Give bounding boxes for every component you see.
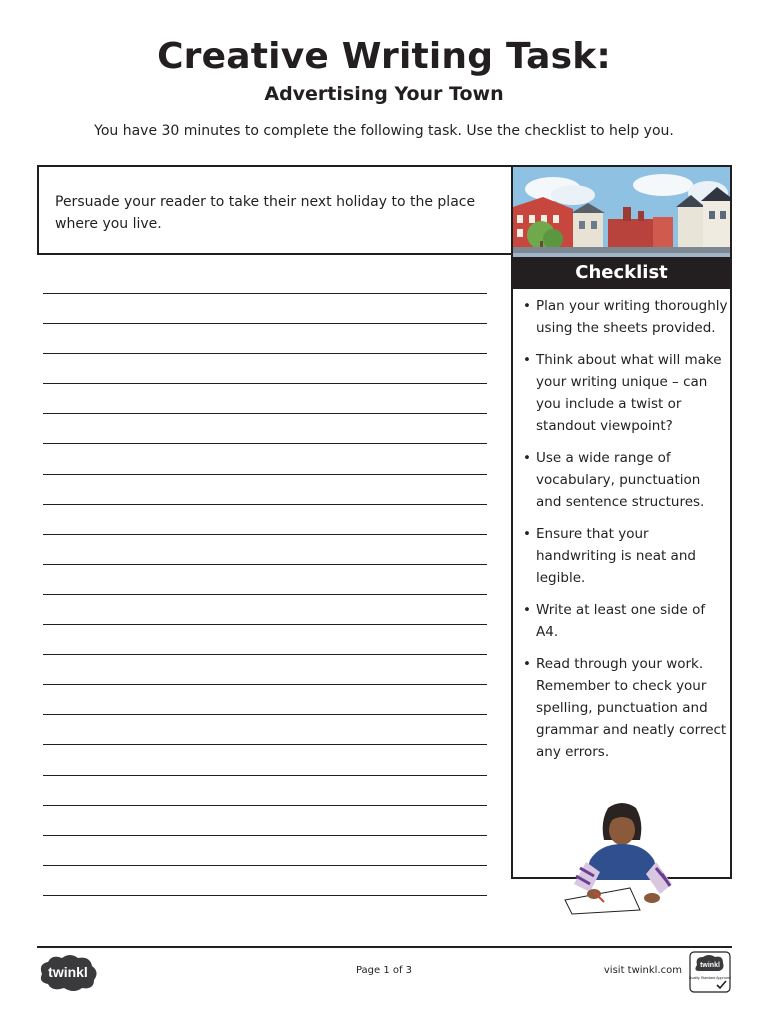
- writing-line[interactable]: [43, 293, 487, 323]
- writing-line[interactable]: [43, 323, 487, 353]
- checklist-item: • Use a wide range of vocabulary, punctuation and sentence structures.: [519, 447, 729, 513]
- footer-divider: [37, 946, 732, 948]
- writing-line[interactable]: [43, 805, 487, 835]
- page-number: Page 1 of 3: [355, 965, 413, 976]
- girl-writing-illustration: [560, 800, 685, 920]
- writing-line[interactable]: [43, 654, 487, 684]
- checklist-item: • Write at least one side of A4.: [519, 599, 729, 643]
- writing-line[interactable]: [43, 443, 487, 473]
- town-illustration: [513, 167, 730, 257]
- badge-caption: Quality Standard Approved: [689, 976, 731, 980]
- writing-line[interactable]: [43, 895, 487, 925]
- writing-lines-area: [43, 293, 487, 925]
- quality-badge: [689, 951, 731, 993]
- badge-text: twinkl: [700, 962, 720, 969]
- writing-line[interactable]: [43, 744, 487, 774]
- checklist-heading: Checklist: [513, 257, 730, 289]
- checklist-item: • Read through your work. Remember to check your spelling, punctuation and grammar and neatly correct any errors.: [519, 653, 729, 763]
- writing-line[interactable]: [43, 413, 487, 443]
- page-subtitle: Advertising Your Town: [264, 83, 504, 105]
- writing-line[interactable]: [43, 594, 487, 624]
- writing-line[interactable]: [43, 534, 487, 564]
- writing-line[interactable]: [43, 353, 487, 383]
- writing-line[interactable]: [43, 714, 487, 744]
- writing-line[interactable]: [43, 504, 487, 534]
- writing-line[interactable]: [43, 865, 487, 895]
- task-instruction: You have 30 minutes to complete the following task. Use the checklist to help you.: [94, 123, 674, 139]
- task-prompt-text: Persuade your reader to take their next holiday to the place where you live.: [55, 194, 476, 232]
- checklist-item: • Think about what will make your writing unique – can you include a twist or standout viewpoint?: [519, 349, 729, 437]
- checklist-list: [519, 295, 729, 773]
- writing-line[interactable]: [43, 564, 487, 594]
- writing-line[interactable]: [43, 383, 487, 413]
- checklist-panel: [511, 165, 732, 879]
- writing-line[interactable]: [43, 775, 487, 805]
- task-prompt-box: [37, 165, 511, 255]
- writing-line[interactable]: [43, 835, 487, 865]
- page-title: Creative Writing Task:: [157, 36, 611, 77]
- website-link[interactable]: visit twinkl.com: [603, 965, 682, 976]
- checklist-item: • Ensure that your handwriting is neat and legible.: [519, 523, 729, 589]
- writing-line[interactable]: [43, 684, 487, 714]
- logo-text: twinkl: [48, 964, 88, 980]
- writing-line[interactable]: [43, 624, 487, 654]
- checklist-item: • Plan your writing thoroughly using the sheets provided.: [519, 295, 729, 339]
- writing-line[interactable]: [43, 474, 487, 504]
